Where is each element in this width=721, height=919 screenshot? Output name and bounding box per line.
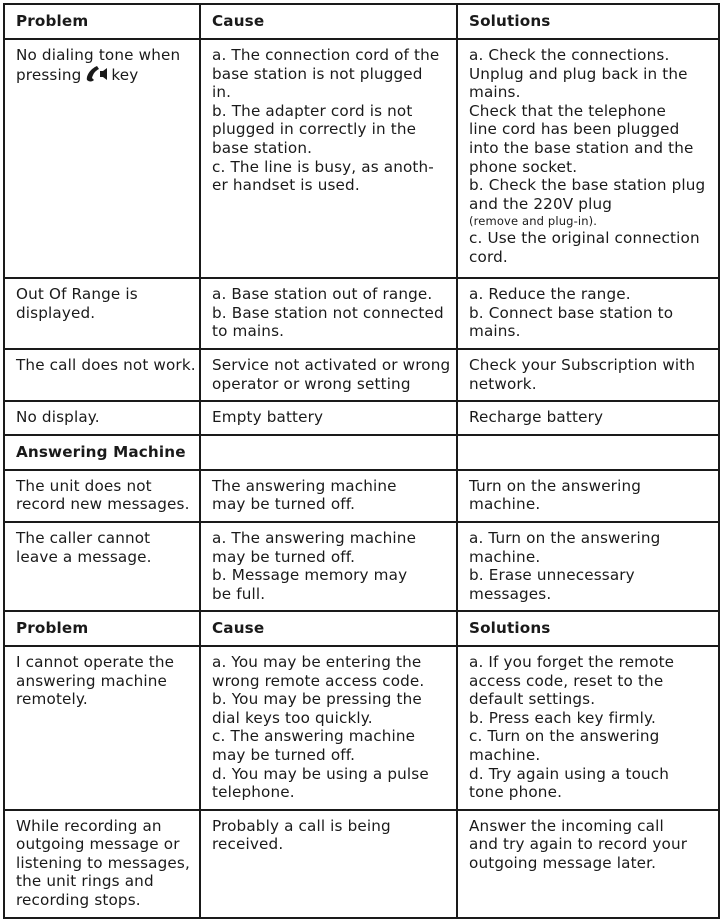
text-line: network. [469, 374, 537, 393]
text-line: mains. [469, 322, 521, 341]
text-line: a. The answering machine [212, 528, 417, 547]
text-line: may be turned off. [212, 745, 356, 764]
text-line: b. Erase unnecessary [469, 566, 635, 585]
text-line: Answer the incoming call [469, 816, 664, 835]
phone-talk-icon [85, 65, 109, 83]
header-row [4, 611, 719, 646]
table-row [4, 646, 719, 810]
text-line: record new messages. [16, 495, 190, 514]
text-line: access code, reset to the [469, 671, 664, 690]
text-line: No display. [16, 408, 100, 427]
problem-line-with-key [16, 65, 191, 85]
header-problem: Problem [4, 611, 200, 646]
text-line: I cannot operate the [16, 652, 175, 671]
text-line: machine. [469, 745, 541, 764]
section-row [4, 435, 719, 470]
table-row [4, 470, 719, 522]
text-line: b. You may be pressing the [212, 690, 422, 709]
table-row [4, 401, 719, 435]
problem-cell [4, 646, 200, 810]
text-line: outgoing message or [16, 835, 180, 854]
text-line: may be turned off. [212, 495, 356, 514]
text-line: displayed. [16, 303, 96, 322]
problem-line: No dialing tone when [16, 46, 181, 64]
table-row [4, 39, 719, 278]
solutions-cell [457, 470, 719, 522]
cause-cell [200, 39, 457, 278]
text-line: While recording an [16, 816, 162, 835]
text-line: a. If you forget the remote [469, 652, 675, 671]
problem-suffix: key [111, 65, 139, 84]
text-line: line cord has been plugged [469, 120, 680, 139]
solutions-cell [457, 401, 719, 435]
text-line: The answering machine [212, 476, 397, 495]
text-line: a. Reduce the range. [469, 285, 631, 303]
problem-cell [4, 810, 200, 918]
cause-cell [200, 470, 457, 522]
text-line: base station is not plugged [212, 64, 423, 83]
text-line: recording stops. [16, 891, 141, 910]
text-line: Probably a call is being [212, 816, 391, 835]
cause-cell [200, 522, 457, 611]
text-line: remotely. [16, 690, 88, 709]
text-line: to mains. [212, 322, 285, 341]
table-row [4, 522, 719, 611]
table-row [4, 810, 719, 918]
troubleshooting-table-wrapper [3, 3, 718, 919]
cause-cell [200, 401, 457, 435]
text-line: cord. [469, 247, 508, 266]
cause-cell [200, 646, 457, 810]
header-cause: Cause [200, 611, 457, 646]
header-problem: Problem [4, 4, 200, 39]
text-line: a. Turn on the answering [469, 528, 661, 547]
text-line: b. Press each key firmly. [469, 708, 656, 727]
text-line: The call does not work. [16, 356, 196, 374]
text-line: messages. [469, 584, 552, 603]
text-line: Service not activated or wrong [212, 356, 451, 374]
text-line: operator or wrong setting [212, 374, 411, 393]
text-line: listening to messages, [16, 853, 190, 872]
text-line: d. Try again using a touch [469, 764, 670, 783]
text-line: er handset is used. [212, 176, 360, 195]
text-line: Check that the telephone [469, 101, 666, 120]
text-line: Out Of Range is [16, 285, 138, 303]
cause-cell [200, 810, 457, 918]
section-title: Answering Machine [4, 435, 200, 470]
text-line: Check your Subscription with [469, 356, 696, 374]
text-line: Empty battery [212, 408, 324, 427]
header-cause: Cause [200, 4, 457, 39]
text-line: a. Check the connections. [469, 46, 670, 64]
text-line: dial keys too quickly. [212, 708, 373, 727]
solutions-cell [457, 810, 719, 918]
problem-cell [4, 522, 200, 611]
text-line: and the 220V plug [469, 194, 613, 213]
text-line: the unit rings and [16, 872, 154, 891]
header-solutions: Solutions [457, 611, 719, 646]
table-row [4, 278, 719, 349]
table-row [4, 349, 719, 401]
text-line: answering machine [16, 671, 167, 690]
text-line: The caller cannot [16, 528, 151, 547]
text-line: in. [212, 83, 232, 102]
solutions-cell [457, 278, 719, 349]
text-line: a. The connection cord of the [212, 46, 440, 64]
solutions-cell [457, 349, 719, 401]
text-line: leave a message. [16, 547, 152, 566]
solutions-cell [457, 522, 719, 611]
text-line: a. Base station out of range. [212, 285, 433, 303]
text-line: c. The line is busy, as anoth- [212, 157, 434, 176]
text-line: b. Base station not connected [212, 303, 444, 322]
solutions-cell [457, 646, 719, 810]
text-line: b. Connect base station to [469, 303, 674, 322]
cause-cell [200, 349, 457, 401]
header-row [4, 4, 719, 39]
text-line: tone phone. [469, 783, 563, 802]
text-line: may be turned off. [212, 547, 356, 566]
text-line: and try again to record your [469, 835, 688, 854]
cause-cell [200, 278, 457, 349]
problem-prefix: pressing [16, 65, 82, 84]
text-line: default settings. [469, 690, 596, 709]
text-line: The unit does not [16, 476, 152, 495]
text-line: outgoing message later. [469, 853, 657, 872]
text-line: phone socket. [469, 157, 578, 176]
text-line: c. The answering machine [212, 727, 416, 746]
problem-cell [4, 278, 200, 349]
empty-cell [457, 435, 719, 470]
header-solutions: Solutions [457, 4, 719, 39]
text-line: mains. [469, 83, 521, 102]
text-line: base station. [212, 138, 313, 157]
text-line: plugged in correctly in the [212, 120, 417, 139]
empty-cell [200, 435, 457, 470]
solutions-note: (remove and plug-in). [469, 214, 598, 229]
text-line: c. Use the original connection [469, 229, 700, 248]
text-line: Recharge battery [469, 408, 604, 427]
solutions-lines-after [469, 229, 710, 266]
troubleshooting-table [3, 3, 720, 919]
text-line: d. You may be using a pulse [212, 764, 429, 783]
problem-cell [4, 401, 200, 435]
text-line: received. [212, 835, 284, 854]
text-line: b. Check the base station plug [469, 176, 706, 195]
problem-cell [4, 470, 200, 522]
problem-cell [4, 349, 200, 401]
text-line: Turn on the answering [469, 476, 642, 495]
text-line: be full. [212, 584, 266, 603]
problem-cell [4, 39, 200, 278]
text-line: machine. [469, 547, 541, 566]
text-line: a. You may be entering the [212, 652, 422, 671]
solutions-lines [469, 46, 710, 213]
text-line: b. Message memory may [212, 566, 408, 585]
text-line: b. The adapter cord is not [212, 101, 413, 120]
solutions-cell [457, 39, 719, 278]
text-line: into the base station and the [469, 138, 694, 157]
text-line: c. Turn on the answering [469, 727, 660, 746]
text-line: wrong remote access code. [212, 671, 425, 690]
text-line: telephone. [212, 783, 295, 802]
text-line: machine. [469, 495, 541, 514]
text-line: Unplug and plug back in the [469, 64, 688, 83]
